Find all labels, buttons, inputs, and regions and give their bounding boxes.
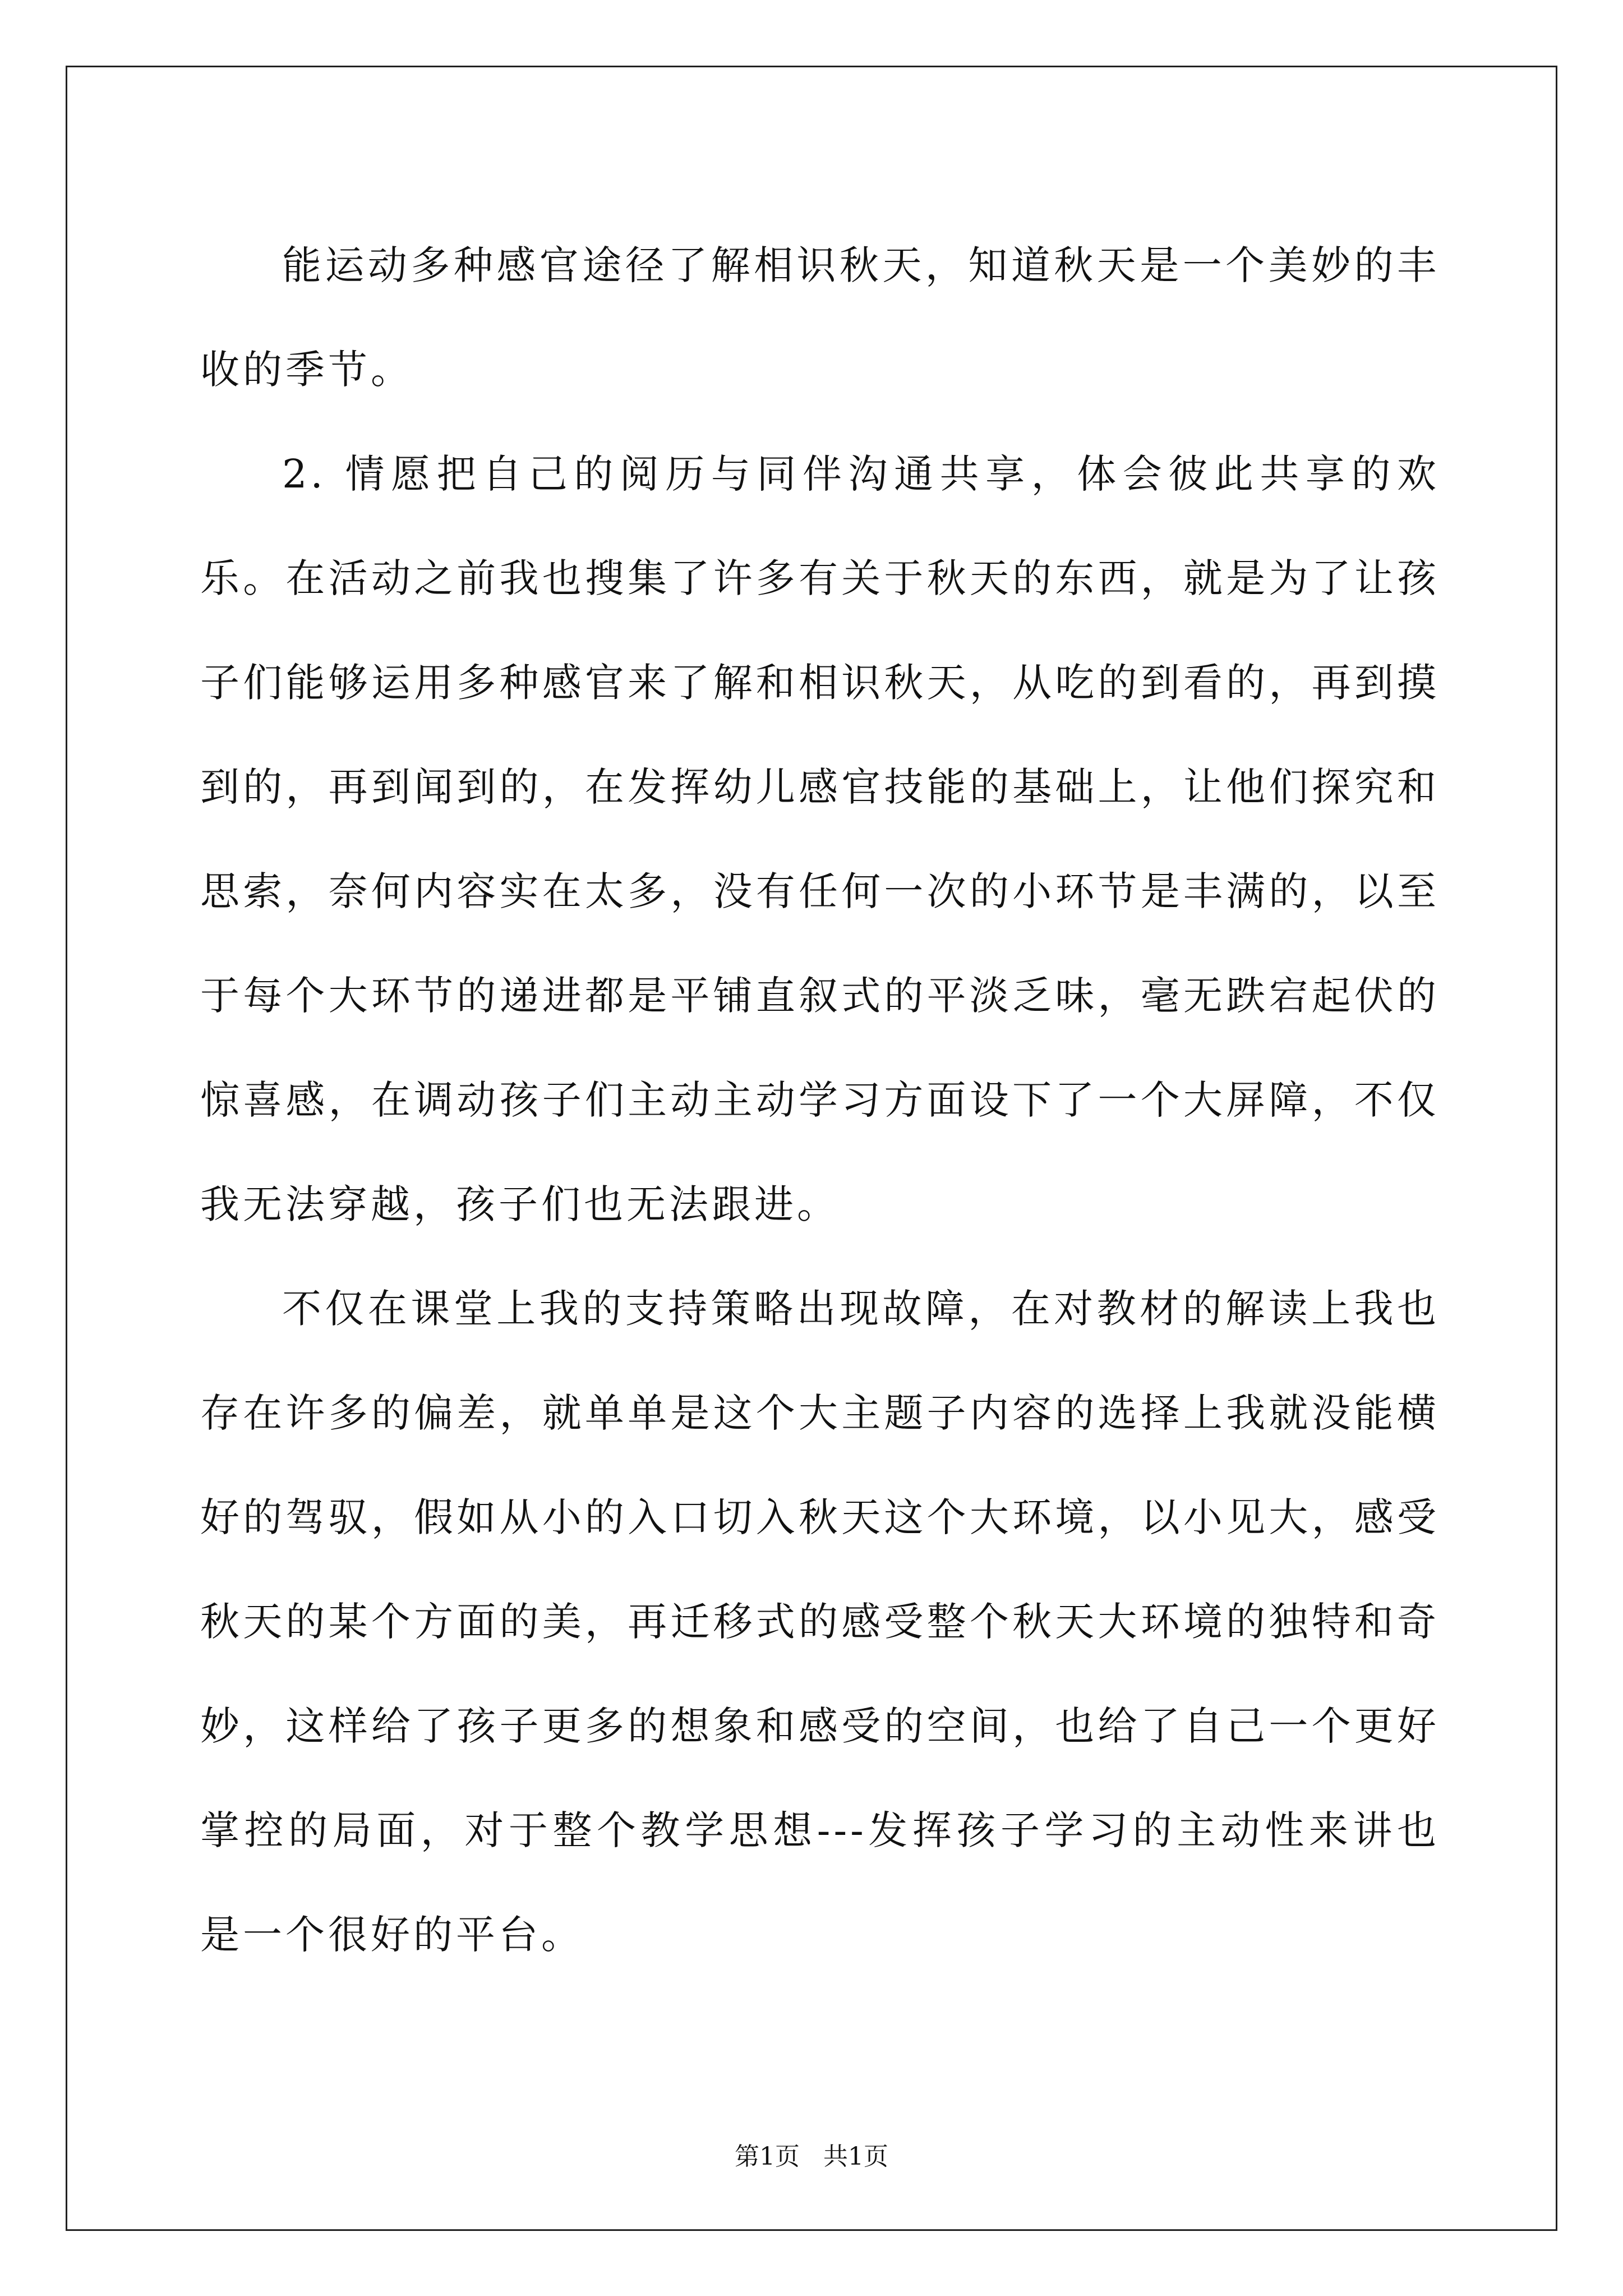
paragraph-3: 不仅在课堂上我的支持策略出现故障，在对教材的解读上我也存在许多的偏差，就单单是这个大主题子内容的选择上我就没能横好的驾驭，假如从小的入口切入秋天这个大环境，以小见大，感受秋天的某个方面的美，再迁移式的感受整个秋天大环境的独特和奇妙，这样给了孩子更多的想象和感受的空间，也给了自己一个更好掌控的局面，对于整个教学思想---发挥孩子学习的主动性来讲也是一个很好的平台。	[200, 1286, 1440, 1958]
paragraph-1: 能运动多种感官途径了解相识秋天，知道秋天是一个美妙的丰收的季节。	[200, 242, 1440, 393]
page-number-total: 共1页	[823, 2142, 888, 2171]
document-body	[200, 213, 1440, 1987]
page-footer	[0, 2136, 1623, 2172]
paragraph-2: 2. 情愿把自己的阅历与同伴沟通共享，体会彼此共享的欢乐。在活动之前我也搜集了许多有关于秋天的东西，就是为了让孩子们能够运用多种感官来了解和相识秋天，从吃的到看的，再到摸到的，再到闻到的，在发挥幼儿感官技能的基础上，让他们探究和思索，奈何内容实在太多，没有任何一次的小环节是丰满的，以至于每个大环节的递进都是平铺直叙式的平淡乏味，毫无跌宕起伏的惊喜感，在调动孩子们主动主动学习方面设下了一个大屏障，不仅我无法穿越，孩子们也无法跟进。	[200, 451, 1440, 1227]
page-number-current: 第1页	[735, 2142, 800, 2171]
